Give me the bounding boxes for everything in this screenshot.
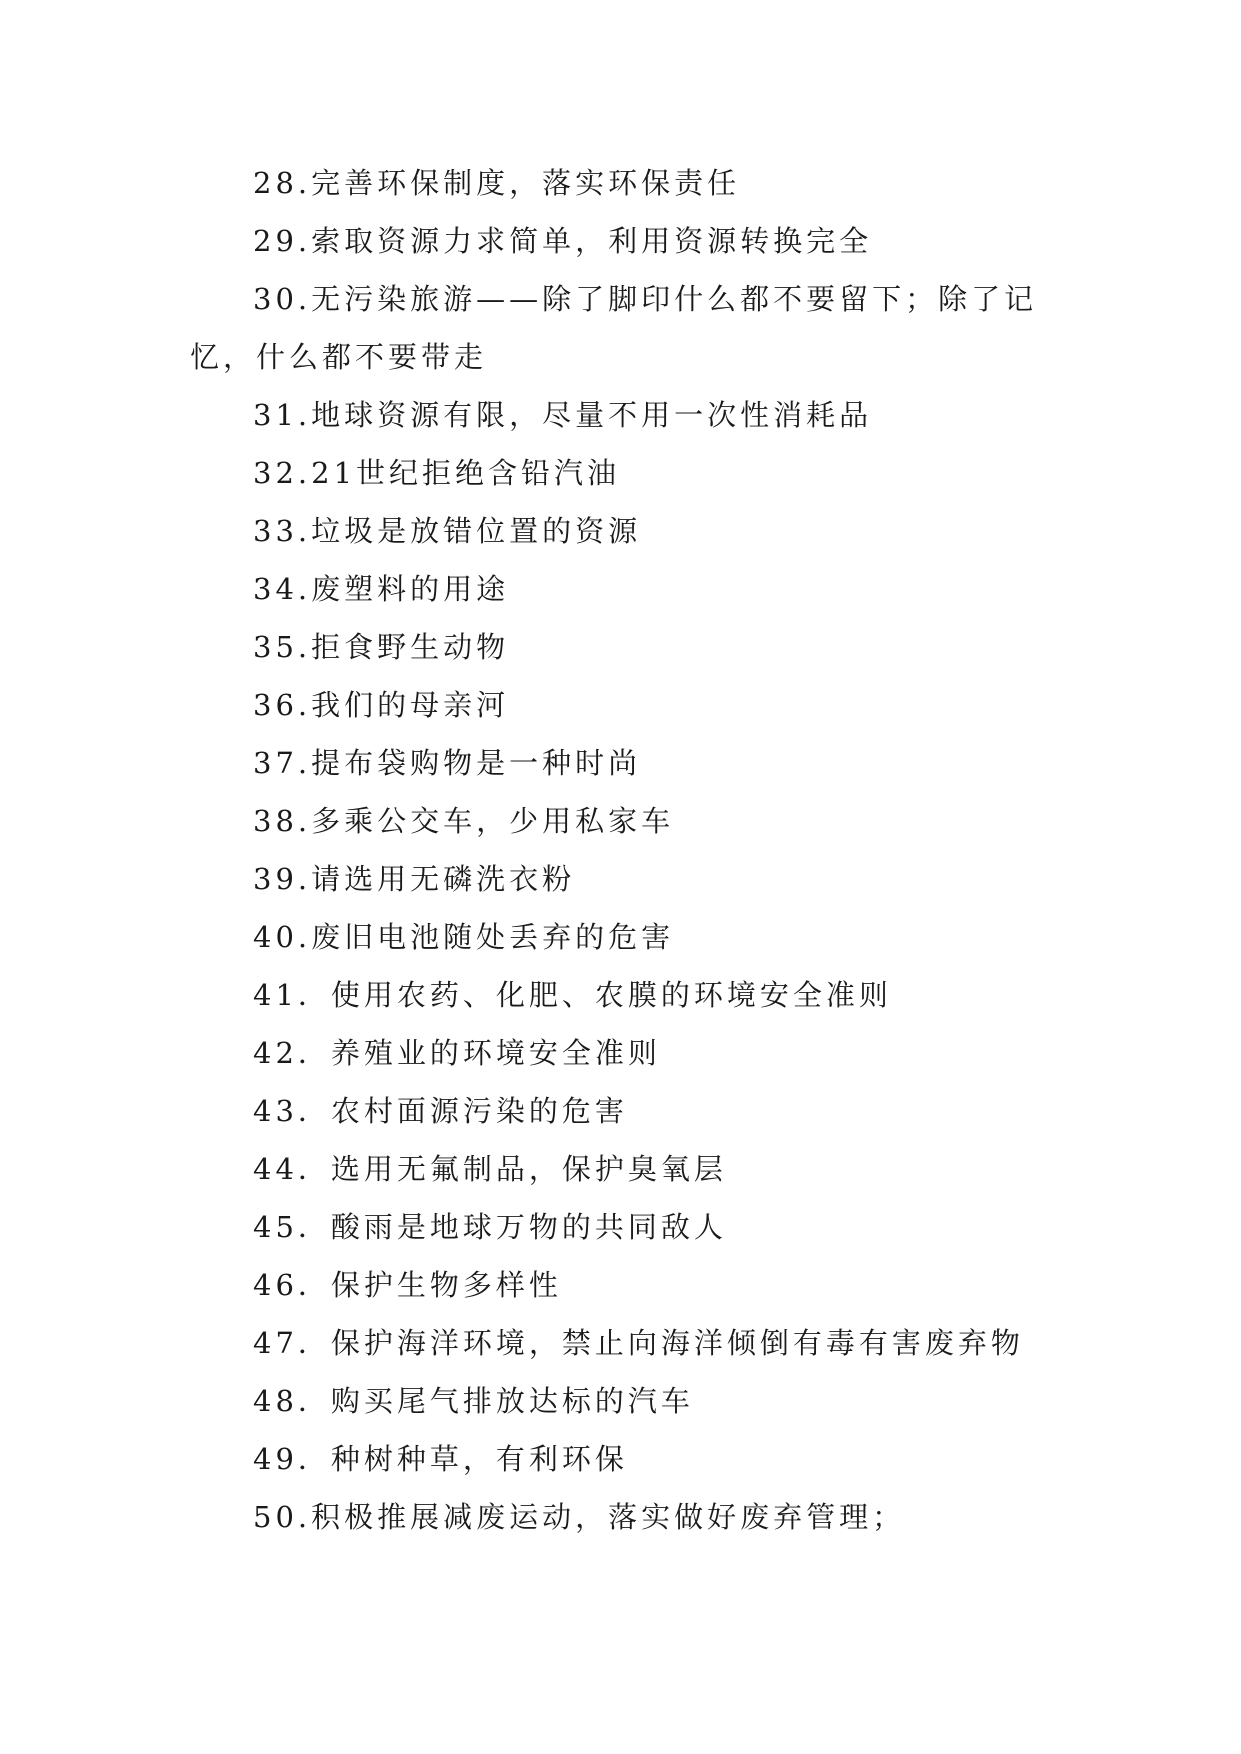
list-item-36: 36.我们的母亲河 (253, 688, 510, 722)
list-item-33: 33.垃圾是放错位置的资源 (253, 514, 642, 548)
list-item-43: 43．农村面源污染的危害 (253, 1094, 628, 1128)
list-item-39: 39.请选用无磷洗衣粉 (253, 862, 576, 896)
list-item-45: 45．酸雨是地球万物的共同敌人 (253, 1210, 727, 1244)
list-item-46: 46．保护生物多样性 (253, 1268, 562, 1302)
list-item-38: 38.多乘公交车，少用私家车 (253, 804, 675, 838)
list-item-44: 44．选用无氟制品，保护臭氧层 (253, 1152, 727, 1186)
list-item-42: 42．养殖业的环境安全准则 (253, 1036, 661, 1070)
document-page (190, 154, 1050, 1546)
list-item-50: 50.积极推展减废运动，落实做好废弃管理； (253, 1500, 906, 1534)
list-item-47: 47．保护海洋环境，禁止向海洋倾倒有毒有害废弃物 (253, 1326, 1024, 1360)
list-item-29: 29.索取资源力求简单，利用资源转换完全 (253, 224, 873, 258)
list-item-28: 28.完善环保制度，落实环保责任 (253, 166, 741, 200)
list-item-34: 34.废塑料的用途 (253, 572, 510, 606)
list-item-35: 35.拒食野生动物 (253, 630, 510, 664)
list-item-49: 49．种树种草，有利环保 (253, 1442, 628, 1476)
list-item-31: 31.地球资源有限，尽量不用一次性消耗品 (253, 398, 873, 432)
list-item-40: 40.废旧电池随处丢弃的危害 (253, 920, 675, 954)
list-item-30: 30.无污染旅游——除了脚印什么都不要留下；除了记忆，什么都不要带走 (190, 282, 1038, 374)
list-item-37: 37.提布袋购物是一种时尚 (253, 746, 642, 780)
list-item-48: 48．购买尾气排放达标的汽车 (253, 1384, 694, 1418)
list-item-41: 41．使用农药、化肥、农膜的环境安全准则 (253, 978, 892, 1012)
list-item-32: 32.21世纪拒绝含铅汽油 (253, 456, 621, 490)
